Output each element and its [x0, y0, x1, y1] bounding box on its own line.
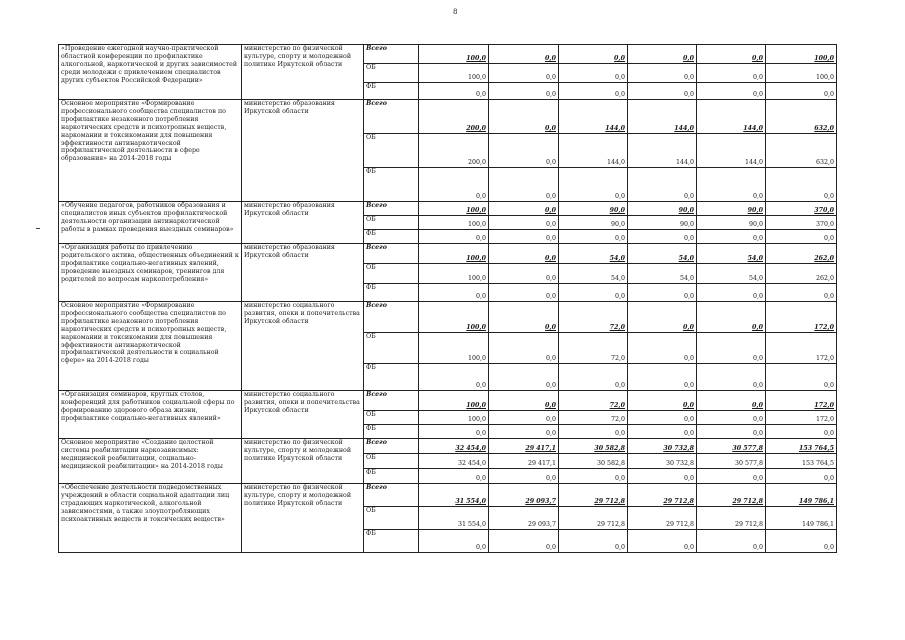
total-value: 0,0	[766, 230, 837, 244]
table-row	[59, 439, 837, 454]
total-value: 632,0	[766, 134, 837, 168]
year-value: 0,0	[489, 411, 559, 425]
year-value: 0,0	[628, 64, 697, 83]
executor-name: министерство по физической культуре, спорту и молодежной политике Иркутской области	[242, 439, 364, 484]
year-value: 0,0	[697, 333, 766, 364]
year-value: 0,0	[489, 83, 559, 100]
year-value: 0,0	[628, 168, 697, 202]
year-value: 0,0	[489, 302, 559, 333]
total-value: 370,0	[766, 216, 837, 230]
year-value: 29 093,7	[489, 507, 559, 530]
year-value: 29 712,8	[697, 507, 766, 530]
total-value: 100,0	[766, 45, 837, 64]
year-value: 0,0	[419, 425, 489, 439]
funding-source: ФБ	[364, 168, 419, 202]
executor-name: министерство социального развития, опеки и попечительства Иркутской области	[242, 302, 364, 391]
year-value: 0,0	[628, 364, 697, 391]
year-value: 0,0	[489, 64, 559, 83]
year-value: 0,0	[697, 411, 766, 425]
table-row	[59, 45, 837, 64]
year-value: 31 554,0	[419, 507, 489, 530]
year-value: 0,0	[419, 230, 489, 244]
year-value: 0,0	[489, 100, 559, 134]
activity-name: «Организация семинаров, круглых столов, конференций для работников социальной сферы по формированию здорового образа жизни, профилактике социально-негативных явлений»	[59, 391, 242, 439]
scan-artifact	[36, 228, 40, 229]
year-value: 90,0	[628, 202, 697, 216]
year-value: 0,0	[697, 530, 766, 553]
funding-source: Всего	[364, 484, 419, 507]
year-value: 0,0	[559, 168, 628, 202]
year-value: 0,0	[559, 64, 628, 83]
total-value: 153 764,5	[766, 454, 837, 469]
year-value: 0,0	[628, 302, 697, 333]
year-value: 90,0	[697, 202, 766, 216]
funding-source: Всего	[364, 100, 419, 134]
year-value: 0,0	[697, 45, 766, 64]
year-value: 200,0	[419, 134, 489, 168]
activity-name: «Организация работы по привлечению родительского актива, общественных объединений к профилактике социально-негативных явлений, проведение выездных семинаров, тренингов для родителей по вопросам наркопотребления»	[59, 244, 242, 302]
year-value: 0,0	[559, 364, 628, 391]
year-value: 0,0	[628, 230, 697, 244]
year-value: 29 712,8	[628, 507, 697, 530]
year-value: 54,0	[697, 244, 766, 264]
funding-source: ОБ	[364, 333, 419, 364]
funding-source: ОБ	[364, 454, 419, 469]
year-value: 0,0	[628, 83, 697, 100]
year-value: 54,0	[628, 264, 697, 284]
total-value: 0,0	[766, 168, 837, 202]
total-value: 149 786,1	[766, 484, 837, 507]
total-value: 149 786,1	[766, 507, 837, 530]
year-value: 32 454,0	[419, 454, 489, 469]
year-value: 29 417,1	[489, 439, 559, 454]
year-value: 100,0	[419, 391, 489, 411]
year-value: 0,0	[419, 530, 489, 553]
total-value: 632,0	[766, 100, 837, 134]
year-value: 0,0	[559, 530, 628, 553]
year-value: 0,0	[489, 469, 559, 484]
year-value: 144,0	[559, 134, 628, 168]
year-value: 100,0	[419, 45, 489, 64]
year-value: 0,0	[697, 168, 766, 202]
total-value: 153 764,5	[766, 439, 837, 454]
year-value: 0,0	[628, 391, 697, 411]
funding-source: ОБ	[364, 411, 419, 425]
year-value: 29 712,8	[697, 484, 766, 507]
year-value: 30 732,8	[628, 439, 697, 454]
year-value: 0,0	[489, 425, 559, 439]
year-value: 0,0	[489, 391, 559, 411]
year-value: 30 577,8	[697, 439, 766, 454]
total-value: 172,0	[766, 333, 837, 364]
funding-source: ОБ	[364, 134, 419, 168]
year-value: 0,0	[489, 230, 559, 244]
year-value: 30 582,8	[559, 454, 628, 469]
year-value: 90,0	[628, 216, 697, 230]
year-value: 0,0	[489, 264, 559, 284]
year-value: 29 712,8	[628, 484, 697, 507]
executor-name: министерство по физической культуре, спорту и молодежной политике Иркутской области	[242, 484, 364, 553]
table-row	[59, 391, 837, 411]
year-value: 0,0	[628, 284, 697, 302]
table-row	[59, 202, 837, 216]
executor-name: министерство по физической культуре, спорту и молодежной политике Иркутской области	[242, 45, 364, 100]
total-value: 0,0	[766, 530, 837, 553]
year-value: 30 582,8	[559, 439, 628, 454]
budget-table	[58, 44, 837, 553]
year-value: 100,0	[419, 264, 489, 284]
year-value: 54,0	[559, 244, 628, 264]
year-value: 144,0	[697, 134, 766, 168]
total-value: 0,0	[766, 284, 837, 302]
total-value: 0,0	[766, 83, 837, 100]
year-value: 0,0	[559, 230, 628, 244]
funding-source: ФБ	[364, 284, 419, 302]
year-value: 90,0	[697, 216, 766, 230]
year-value: 0,0	[628, 411, 697, 425]
table-row	[59, 484, 837, 507]
executor-name: министерство образования Иркутской области	[242, 100, 364, 202]
funding-source: Всего	[364, 439, 419, 454]
year-value: 90,0	[559, 216, 628, 230]
year-value: 0,0	[697, 425, 766, 439]
funding-source: ОБ	[364, 264, 419, 284]
activity-name: Основное мероприятие «Формирование профессионального сообщества специалистов по профилактике незаконного потребления наркотических средств и психотропных веществ, наркомании и токсикомании для повышения эффективности антинаркотической профилактической деятельности в социальной сфере» на 2014-2018 годы	[59, 302, 242, 391]
funding-source: Всего	[364, 391, 419, 411]
year-value: 100,0	[419, 244, 489, 264]
year-value: 0,0	[419, 168, 489, 202]
year-value: 100,0	[419, 202, 489, 216]
page-number: 8	[453, 8, 458, 16]
year-value: 0,0	[628, 425, 697, 439]
year-value: 0,0	[489, 168, 559, 202]
funding-source: ОБ	[364, 507, 419, 530]
executor-name: министерство образования Иркутской области	[242, 244, 364, 302]
year-value: 100,0	[419, 64, 489, 83]
year-value: 31 554,0	[419, 484, 489, 507]
year-value: 0,0	[489, 216, 559, 230]
year-value: 100,0	[419, 411, 489, 425]
year-value: 0,0	[697, 230, 766, 244]
funding-source: ОБ	[364, 64, 419, 83]
year-value: 0,0	[628, 469, 697, 484]
table-row	[59, 100, 837, 134]
year-value: 72,0	[559, 391, 628, 411]
year-value: 0,0	[489, 364, 559, 391]
year-value: 90,0	[559, 202, 628, 216]
year-value: 29 093,7	[489, 484, 559, 507]
year-value: 0,0	[559, 284, 628, 302]
year-value: 29 417,1	[489, 454, 559, 469]
funding-source: Всего	[364, 244, 419, 264]
funding-source: ФБ	[364, 230, 419, 244]
year-value: 54,0	[628, 244, 697, 264]
year-value: 0,0	[419, 284, 489, 302]
year-value: 0,0	[489, 244, 559, 264]
executor-name: министерство социального развития, опеки и попечительства Иркутской области	[242, 391, 364, 439]
year-value: 29 712,8	[559, 507, 628, 530]
funding-source: ФБ	[364, 425, 419, 439]
year-value: 0,0	[489, 45, 559, 64]
year-value: 0,0	[628, 333, 697, 364]
year-value: 0,0	[489, 202, 559, 216]
year-value: 144,0	[559, 100, 628, 134]
year-value: 100,0	[419, 216, 489, 230]
year-value: 0,0	[489, 284, 559, 302]
year-value: 144,0	[628, 100, 697, 134]
funding-source: ФБ	[364, 364, 419, 391]
activity-name: Основное мероприятие «Создание целостной системы реабилитации наркозависимых: медицинской реабилитации, социально-медицинской реабилитации» на 2014-2018 годы	[59, 439, 242, 484]
funding-source: ФБ	[364, 469, 419, 484]
total-value: 262,0	[766, 244, 837, 264]
year-value: 0,0	[419, 83, 489, 100]
total-value: 0,0	[766, 364, 837, 391]
year-value: 29 712,8	[559, 484, 628, 507]
year-value: 72,0	[559, 411, 628, 425]
year-value: 0,0	[628, 45, 697, 64]
year-value: 0,0	[697, 469, 766, 484]
funding-source: ФБ	[364, 83, 419, 100]
year-value: 0,0	[697, 83, 766, 100]
funding-source: Всего	[364, 302, 419, 333]
year-value: 0,0	[419, 469, 489, 484]
table-row	[59, 244, 837, 264]
total-value: 100,0	[766, 64, 837, 83]
total-value: 172,0	[766, 391, 837, 411]
activity-name: Основное мероприятие «Формирование профессионального сообщества специалистов по профилактике незаконного потребления наркотических средств и психотропных веществ, наркомании и токсикомании для повышения эффективности антинаркотической профилактической деятельности в сфере образования» на 2014-2018 годы	[59, 100, 242, 202]
year-value: 0,0	[559, 425, 628, 439]
funding-source: Всего	[364, 202, 419, 216]
year-value: 0,0	[697, 284, 766, 302]
activity-name: «Проведение ежегодной научно-практической областной конференции по профилактике алкогольной, наркотической и других зависимостей среди молодежи с привлечением специалистов других субъектов Российской Федерации»	[59, 45, 242, 100]
year-value: 200,0	[419, 100, 489, 134]
year-value: 0,0	[697, 364, 766, 391]
activity-name: «Обеспечение деятельности подведомственных учреждений в области социальной адаптации лиц страдающих наркотической, алкогольной зависимостями, а также злоупотребляющих психоактивных веществ и токсических веществ»	[59, 484, 242, 553]
year-value: 0,0	[697, 64, 766, 83]
total-value: 370,0	[766, 202, 837, 216]
year-value: 0,0	[559, 45, 628, 64]
table-row	[59, 302, 837, 333]
year-value: 30 577,8	[697, 454, 766, 469]
year-value: 0,0	[559, 469, 628, 484]
total-value: 262,0	[766, 264, 837, 284]
year-value: 0,0	[628, 530, 697, 553]
year-value: 0,0	[489, 333, 559, 364]
total-value: 172,0	[766, 302, 837, 333]
year-value: 0,0	[697, 302, 766, 333]
year-value: 0,0	[559, 83, 628, 100]
year-value: 30 732,8	[628, 454, 697, 469]
year-value: 0,0	[697, 391, 766, 411]
year-value: 54,0	[559, 264, 628, 284]
year-value: 72,0	[559, 333, 628, 364]
year-value: 144,0	[628, 134, 697, 168]
executor-name: министерство образования Иркутской области	[242, 202, 364, 244]
funding-source: ФБ	[364, 530, 419, 553]
year-value: 100,0	[419, 302, 489, 333]
year-value: 100,0	[419, 333, 489, 364]
year-value: 0,0	[489, 134, 559, 168]
year-value: 0,0	[419, 364, 489, 391]
year-value: 144,0	[697, 100, 766, 134]
total-value: 172,0	[766, 411, 837, 425]
funding-source: Всего	[364, 45, 419, 64]
total-value: 0,0	[766, 469, 837, 484]
year-value: 72,0	[559, 302, 628, 333]
activity-name: «Обучение педагогов, работников образования и специалистов иных субъектов профилактической деятельности организации антинаркотической работы в рамках проведения выездных семинаров»	[59, 202, 242, 244]
funding-source: ОБ	[364, 216, 419, 230]
year-value: 32 454,0	[419, 439, 489, 454]
total-value: 0,0	[766, 425, 837, 439]
year-value: 0,0	[489, 530, 559, 553]
year-value: 54,0	[697, 264, 766, 284]
